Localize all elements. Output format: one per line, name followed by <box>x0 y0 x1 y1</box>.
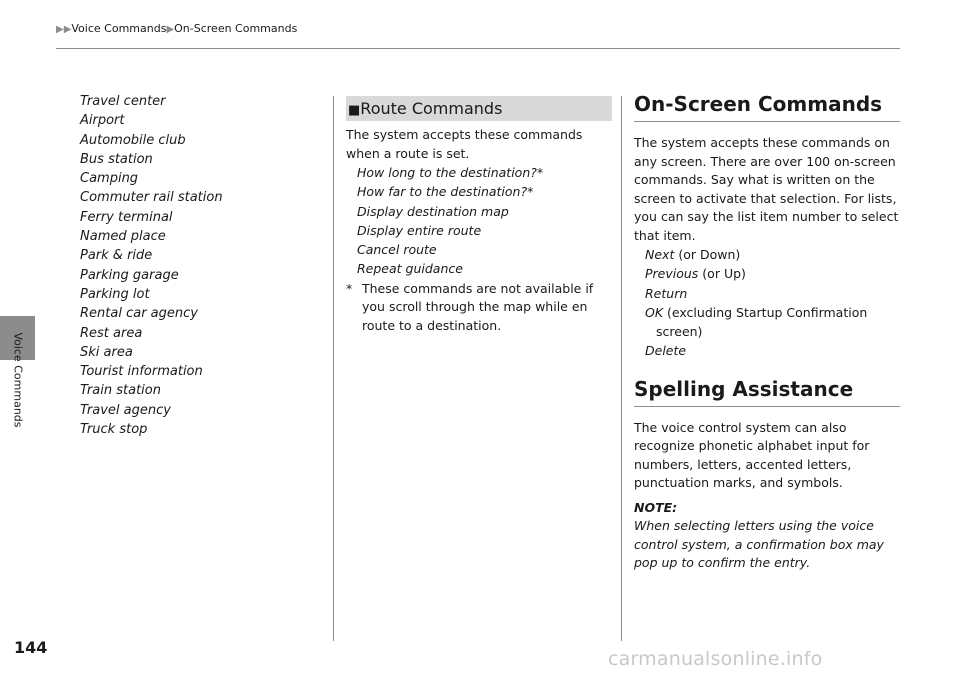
onscreen-command-list <box>634 245 900 361</box>
list-item: Display entire route <box>357 222 482 238</box>
arrow-right-icon: ▶▶ <box>56 24 72 35</box>
list-item: Travel center <box>80 94 166 109</box>
list-item <box>645 284 900 303</box>
list-item: Park & ride <box>80 248 153 264</box>
command-note: (or Up) <box>698 266 746 282</box>
footnote-text: These commands are not available if you scroll through the map while en route to a destination. <box>362 280 594 333</box>
list-item <box>645 264 900 283</box>
list-item: Camping <box>80 171 139 187</box>
note-label: NOTE: <box>634 499 678 515</box>
list-item: Truck stop <box>80 422 148 438</box>
side-section-label: Voice Commands <box>11 332 25 428</box>
breadcrumb-page: On-Screen Commands <box>174 22 298 35</box>
list-item: Bus station <box>80 151 153 167</box>
header-divider <box>56 48 900 49</box>
breadcrumb <box>56 22 297 35</box>
list-item: Rental car agency <box>80 306 198 322</box>
list-item: Tourist information <box>80 364 203 380</box>
square-bullet-icon: ■ <box>348 103 361 118</box>
list-item: Ferry terminal <box>80 209 173 225</box>
list-item: Parking garage <box>80 267 179 283</box>
list-item <box>645 245 900 264</box>
arrow-right-icon: ▶ <box>166 24 175 35</box>
list-item: Repeat guidance <box>357 261 463 277</box>
breadcrumb-section: Voice Commands <box>71 22 167 35</box>
command-word: Delete <box>645 343 687 359</box>
command-note-continued: screen) <box>656 324 703 340</box>
list-item: Parking lot <box>80 286 150 302</box>
list-item: Commuter rail station <box>80 190 223 206</box>
footnote-mark: * <box>346 280 353 296</box>
list-item: Named place <box>80 229 166 245</box>
right-column <box>634 90 900 573</box>
page-number: 144 <box>14 638 48 657</box>
onscreen-commands-heading: On-Screen Commands <box>634 90 900 122</box>
place-category-list <box>80 92 320 439</box>
onscreen-intro: The system accepts these commands on any screen. There are over 100 on-screen commands. Say what is written on the screen to activate that selection. For lists, you can say the list item number to select that item. <box>634 135 899 243</box>
command-word: Return <box>645 285 688 301</box>
command-note: (or Down) <box>674 247 741 262</box>
route-commands-section <box>346 96 612 335</box>
list-item: Airport <box>80 113 125 129</box>
list-item: Ski area <box>80 344 133 360</box>
list-item <box>645 341 900 360</box>
footnote <box>346 280 612 336</box>
command-word: OK <box>645 304 664 320</box>
list-item: Cancel route <box>357 242 437 258</box>
list-item <box>645 303 900 342</box>
list-item: Display destination map <box>357 203 509 219</box>
command-word: Previous <box>645 266 699 282</box>
column-divider <box>333 96 334 641</box>
command-word: Next <box>645 247 675 262</box>
list-item: How long to the destination?* <box>357 165 544 180</box>
watermark: carmanualsonline.info <box>608 648 823 670</box>
column-divider <box>621 96 622 641</box>
route-intro: The system accepts these commands when a route is set. <box>346 127 583 161</box>
route-command-list <box>346 163 612 279</box>
note-text: When selecting letters using the voice control system, a confirmation box may pop up to confirm the entry. <box>634 518 884 571</box>
command-note: (excluding Startup Confirmation <box>663 304 868 320</box>
section-header <box>346 96 612 121</box>
spelling-assistance-heading: Spelling Assistance <box>634 375 900 407</box>
list-item: Automobile club <box>80 132 186 148</box>
spelling-text: The voice control system can also recognize phonetic alphabet input for numbers, letters, accented letters, punctuation marks, and symbols. <box>634 419 870 491</box>
list-item: How far to the destination?* <box>357 184 534 200</box>
section-title: Route Commands <box>360 99 503 118</box>
list-item: Train station <box>80 383 161 399</box>
list-item: Travel agency <box>80 402 171 418</box>
list-item: Rest area <box>80 325 143 341</box>
